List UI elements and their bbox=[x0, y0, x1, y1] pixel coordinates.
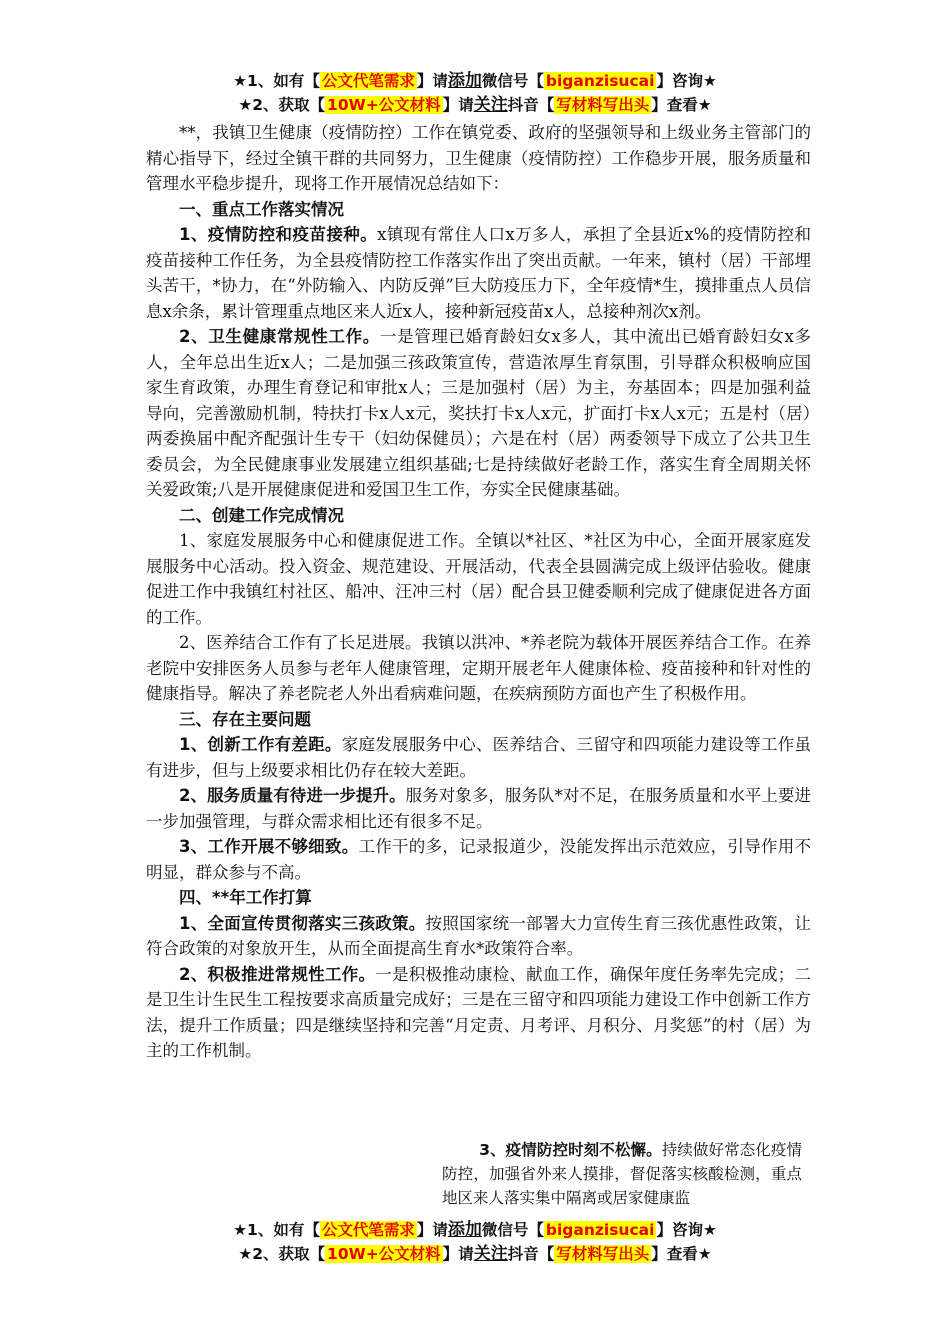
promo-line-2-suffix: 】查看★ bbox=[651, 96, 712, 114]
promo-bottom-line-2-mid: 】请 bbox=[442, 1245, 474, 1263]
promo-line-2-highlight: 10W+公文材料 bbox=[327, 96, 441, 114]
promo-line-1-mid: 】请 bbox=[416, 72, 448, 90]
intro-paragraph: **，我镇卫生健康（疫情防控）工作在镇党委、政府的坚强领导和上级业务主管部门的精心指导下，经过全镇干群的共同努力，卫生健康（疫情防控）工作稳步开展，服务质量和管理水平稳步提升，现将工作开展情况总结如下： bbox=[146, 123, 811, 193]
promo-bottom-line-2-mid2: 抖音【 bbox=[507, 1245, 555, 1263]
section-3-paragraph-1 bbox=[146, 732, 811, 783]
promo-line-2 bbox=[0, 94, 950, 116]
promo-bottom-line-1-prefix: ★1、如有【 bbox=[233, 1221, 320, 1239]
section-4-heading: 四、**年工作打算 bbox=[179, 888, 312, 907]
promo-bottom-line-2-suffix: 】查看★ bbox=[651, 1245, 712, 1263]
section-3-paragraph-3-text: 工作干的多，记录报道少，没能发挥出示范效应，引导作用不明显，群众参与不高。 bbox=[146, 837, 812, 882]
promo-bottom-line-1-highlight: 公文代笔需求 bbox=[321, 1221, 415, 1239]
section-3-paragraph-3-lead: 3、工作开展不够细致。 bbox=[179, 837, 359, 856]
section-3-paragraph-1-lead: 1、创新工作有差距。 bbox=[179, 735, 342, 754]
section-2-heading: 二、创建工作完成情况 bbox=[179, 505, 344, 525]
section-4-paragraph-1 bbox=[146, 911, 811, 962]
section-3-paragraph-2 bbox=[146, 783, 811, 834]
promo-bottom-line-2-douyin-id: 写材料写出头 bbox=[556, 1245, 650, 1263]
section-3-paragraph-1-text: 家庭发展服务中心、医养结合、三留守和四项能力建设等工作虽有进步，但与上级要求相比仍存在较大差距。 bbox=[146, 735, 812, 780]
promo-line-1-prefix: ★1、如有【 bbox=[233, 72, 320, 90]
section-4-paragraph-3-text: 持续做好常态化疫情防控，加强省外来人摸排，督促落实核酸检测，重点地区来人落实集中隔离或居家健康监 bbox=[442, 1141, 802, 1207]
promo-line-1-bottom bbox=[0, 1219, 950, 1241]
section-4-paragraph-3 bbox=[442, 1138, 802, 1210]
promo-bottom-line-2-highlight: 10W+公文材料 bbox=[327, 1245, 441, 1263]
section-1-paragraph-1-lead: 1、疫情防控和疫苗接种。 bbox=[179, 225, 378, 244]
promo-line-2-mid2: 抖音【 bbox=[507, 96, 555, 114]
promo-line-1-highlight: 公文代笔需求 bbox=[321, 72, 415, 90]
promo-line-2-prefix: ★2、获取【 bbox=[238, 96, 326, 114]
section-1-paragraph-1 bbox=[146, 222, 811, 324]
section-4-paragraph-1-lead: 1、全面宣传贯彻落实三孩政策。 bbox=[179, 913, 426, 933]
section-4-paragraph-2-lead: 2、积极推进常规性工作。 bbox=[179, 964, 376, 984]
promo-line-2-underline: 关注 bbox=[473, 95, 508, 115]
promo-bottom-line-1-wechat-id: biganzisucai bbox=[545, 1221, 655, 1239]
section-1-heading: 一、重点工作落实情况 bbox=[179, 199, 344, 219]
section-4-paragraph-3-box bbox=[442, 1138, 802, 1210]
section-3-paragraph-2-lead: 2、服务质量有待进一步提升。 bbox=[179, 786, 406, 805]
promo-bottom-line-1-underline: 添加 bbox=[447, 1220, 482, 1240]
section-1-paragraph-1-text: x镇现有常住人口x万多人，承担了全县近x%的疫情防控和疫苗接种工作任务，为全县疫情防控工作落实作出了突出贡献。一年来，镇村（居）干部埋头苦干，*协力，在“外防输入、内防反弹”巨大防疫压力下，全年疫情*生，摸排重点人员信息x余条，累计管理重点地区来人近x人，接种新冠疫苗x人，总接种剂次x剂。 bbox=[146, 225, 811, 321]
promo-bottom-line-1-suffix: 】咨询★ bbox=[656, 1221, 717, 1239]
section-3-heading: 三、存在主要问题 bbox=[179, 709, 311, 729]
promo-bottom-line-2-prefix: ★2、获取【 bbox=[238, 1245, 326, 1263]
promo-line-1-underline: 添加 bbox=[447, 71, 482, 91]
section-1-paragraph-2-lead: 2、卫生健康常规性工作。 bbox=[179, 327, 380, 346]
promo-line-1-suffix: 】咨询★ bbox=[656, 72, 717, 90]
promo-bottom-line-1-mid2: 微信号【 bbox=[481, 1221, 544, 1239]
section-2-paragraph-1: 1、家庭发展服务中心和健康促进工作。全镇以*社区、*社区为中心，全面开展家庭发展服务中心活动。投入资金、规范建设、开展活动，代表全县圆满完成上级评估验收。健康促进工作中我镇红村社区、船冲、汪冲三村（居）配合县卫健委顺利完成了健康促进各方面的工作。 bbox=[146, 531, 811, 627]
section-4-paragraph-3-lead: 3、疫情防控时刻不松懈。 bbox=[479, 1141, 662, 1159]
promo-line-1-wechat-id: biganzisucai bbox=[545, 72, 655, 90]
section-3-paragraph-2-text: 服务对象多，服务队*对不足，在服务质量和水平上要进一步加强管理，与群众需求相比还有很多不足。 bbox=[146, 786, 812, 831]
document-body bbox=[146, 120, 811, 1064]
section-1-paragraph-2 bbox=[146, 324, 811, 503]
promo-bottom-line-1-mid: 】请 bbox=[416, 1221, 448, 1239]
section-4-paragraph-2-text: 一是积极推动康检、献血工作，确保年度任务率先完成；二是卫生计生民生工程按要求高质量完成好；三是在三留守和四项能力建设工作中创新工作方法，提升工作质量；四是继续坚持和完善“月定责、月考评、月积分、月奖惩”的村（居）为主的工作机制。 bbox=[146, 964, 812, 1060]
section-1-paragraph-2-text: 一是管理已婚育龄妇女x多人，其中流出已婚育龄妇女x多人，全年总出生近x人；二是加强三孩政策宣传，营造浓厚生育氛围，引导群众积极响应国家生育政策，办理生育登记和审批x人；三是加强村（居）为主，夯基固本；四是加强利益导向，完善激励机制，特扶打卡x人x元，奖扶打卡x人x元，扩面打卡x人x元；五是村（居）两委换届中配齐配强计生专干（妇幼保健员）；六是在村（居）两委领导下成立了公共卫生委员会，为全民健康事业发展建立组织基础;七是持续做好老龄工作，落实生育全周期关怀关爱政策;八是开展健康促进和爱国卫生工作，夯实全民健康基础。 bbox=[146, 327, 811, 499]
section-2-paragraph-2: 2、医养结合工作有了长足进展。我镇以洪冲、*养老院为载体开展医养结合工作。在养老院中安排医务人员参与老年人健康管理，定期开展老年人健康体检、疫苗接种和针对性的健康指导。解决了养老院老人外出看病难问题，在疾病预防方面也产生了积极作用。 bbox=[146, 633, 811, 703]
section-4-paragraph-1-text: 按照国家统一部署大力宣传生育三孩优惠性政策，让符合政策的对象放开生，从而全面提高生育水*政策符合率。 bbox=[146, 913, 812, 958]
promo-line-2-bottom bbox=[0, 1243, 950, 1265]
section-3-paragraph-3 bbox=[146, 834, 811, 885]
promo-bottom-line-2-underline: 关注 bbox=[473, 1244, 508, 1264]
promo-line-2-douyin-id: 写材料写出头 bbox=[556, 96, 650, 114]
section-4-paragraph-2 bbox=[146, 962, 811, 1064]
promo-line-1 bbox=[0, 70, 950, 92]
promo-line-1-mid2: 微信号【 bbox=[481, 72, 544, 90]
promo-line-2-mid: 】请 bbox=[442, 96, 474, 114]
